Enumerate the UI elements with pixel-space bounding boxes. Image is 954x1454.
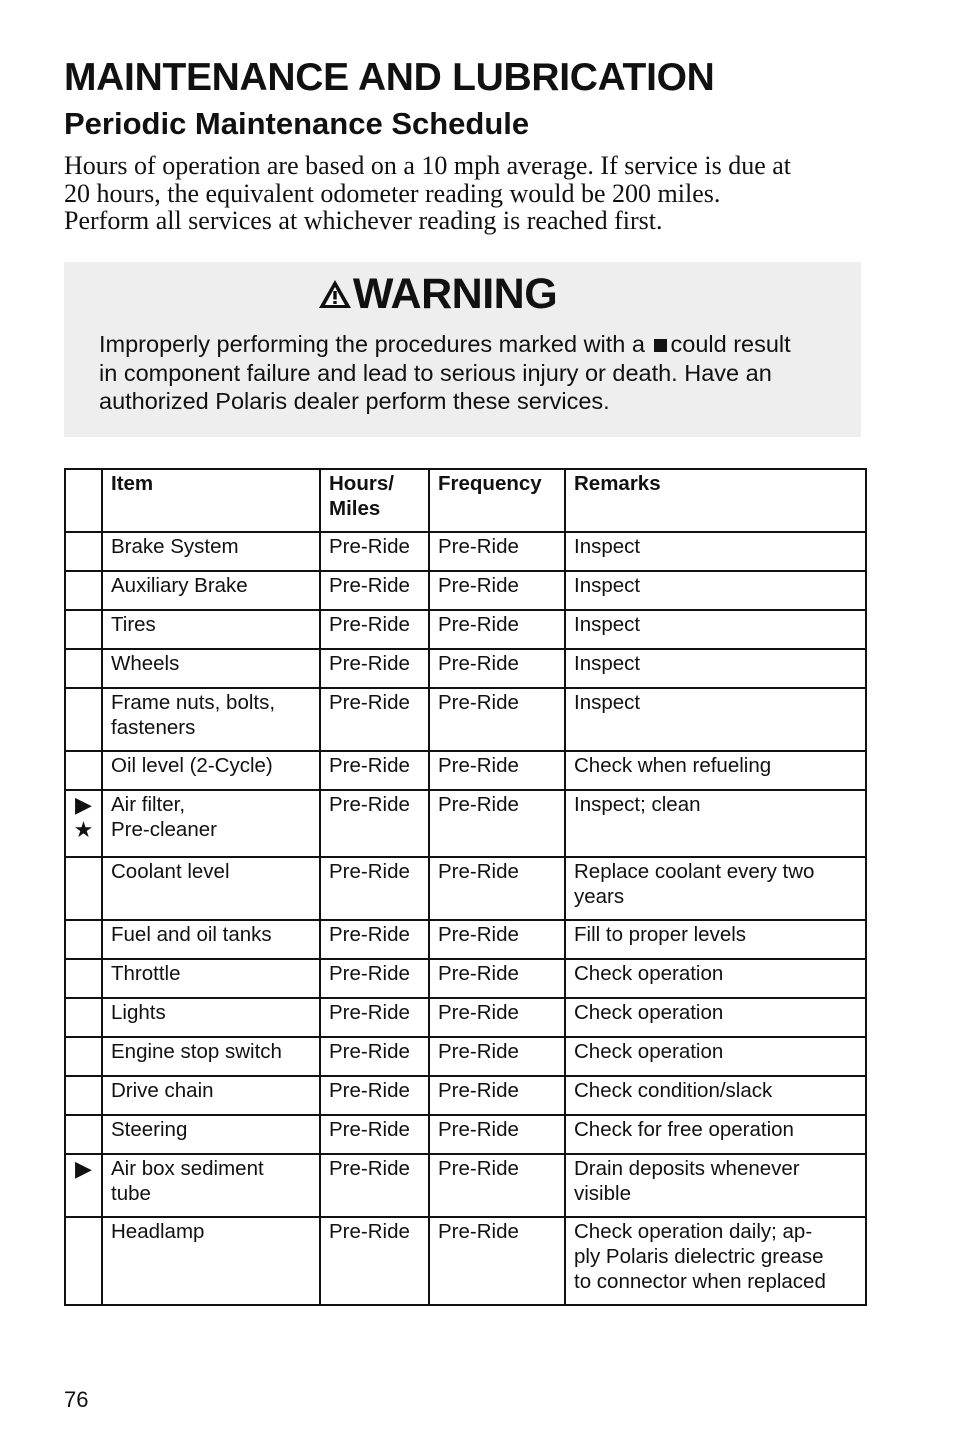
table-row	[65, 1076, 866, 1115]
row-hours: Pre-Ride	[320, 1154, 429, 1217]
row-item-line: Fuel and oil tanks	[111, 923, 272, 946]
row-item	[102, 649, 320, 688]
row-remarks-line: visible	[574, 1182, 631, 1205]
row-symbol: ▶	[65, 1154, 102, 1217]
row-remarks	[565, 571, 866, 610]
table-row	[65, 751, 866, 790]
row-remarks-line: Inspect	[574, 535, 641, 558]
row-symbol	[65, 857, 102, 920]
row-remarks-line: to connector when replaced	[574, 1270, 826, 1293]
row-item-line: Frame nuts, bolts,	[111, 691, 276, 714]
column-header-remarks: Remarks	[565, 469, 866, 532]
row-hours: Pre-Ride	[320, 1115, 429, 1154]
row-item-line: Engine stop switch	[111, 1040, 282, 1063]
row-remarks-line: Inspect	[574, 574, 641, 597]
row-item-line: Wheels	[111, 652, 180, 675]
table-row	[65, 649, 866, 688]
row-symbol	[65, 751, 102, 790]
row-item	[102, 998, 320, 1037]
row-frequency: Pre-Ride	[429, 532, 565, 571]
row-frequency: Pre-Ride	[429, 857, 565, 920]
row-symbol	[65, 1076, 102, 1115]
column-header-symbol	[65, 469, 102, 532]
row-frequency: Pre-Ride	[429, 1076, 565, 1115]
row-remarks-line: Check for free operation	[574, 1118, 794, 1141]
table-header-row	[65, 469, 866, 532]
row-remarks	[565, 610, 866, 649]
row-remarks	[565, 649, 866, 688]
row-symbol	[65, 920, 102, 959]
row-symbol: ▶ ★	[65, 790, 102, 857]
maintenance-schedule-table	[64, 468, 867, 1306]
table-row	[65, 920, 866, 959]
row-frequency: Pre-Ride	[429, 571, 565, 610]
column-header-item: Item	[102, 469, 320, 532]
row-remarks-line: Inspect	[574, 652, 641, 675]
row-symbol	[65, 1217, 102, 1305]
row-hours: Pre-Ride	[320, 688, 429, 751]
row-item	[102, 532, 320, 571]
row-frequency: Pre-Ride	[429, 1115, 565, 1154]
column-header-hours	[320, 469, 429, 532]
row-frequency: Pre-Ride	[429, 688, 565, 751]
row-item-line: Lights	[111, 1001, 166, 1024]
row-item	[102, 751, 320, 790]
row-item-line: Air box sediment	[111, 1157, 264, 1180]
row-remarks	[565, 1217, 866, 1305]
row-remarks-line: Replace coolant every two	[574, 860, 815, 883]
table-row	[65, 959, 866, 998]
row-item-line: tube	[111, 1182, 151, 1205]
row-frequency: Pre-Ride	[429, 1037, 565, 1076]
row-remarks	[565, 920, 866, 959]
row-frequency: Pre-Ride	[429, 998, 565, 1037]
row-symbol	[65, 649, 102, 688]
row-remarks	[565, 532, 866, 571]
column-header-frequency: Frequency	[429, 469, 565, 532]
row-remarks-line: Check condition/slack	[574, 1079, 773, 1102]
row-frequency: Pre-Ride	[429, 751, 565, 790]
row-remarks-line: Check when refueling	[574, 754, 772, 777]
warning-text	[99, 330, 859, 416]
table-row	[65, 1154, 866, 1217]
page-title: MAINTENANCE AND LUBRICATION	[64, 56, 715, 99]
row-item	[102, 1076, 320, 1115]
section-subtitle: Periodic Maintenance Schedule	[64, 106, 530, 141]
intro-paragraph	[64, 152, 864, 235]
row-item-line: Pre-cleaner	[111, 818, 217, 841]
row-frequency: Pre-Ride	[429, 610, 565, 649]
row-remarks-line: Check operation daily; ap-	[574, 1220, 813, 1243]
row-symbol	[65, 688, 102, 751]
row-item-line: Headlamp	[111, 1220, 205, 1243]
row-item-line: Tires	[111, 613, 156, 636]
row-item-line: fasteners	[111, 716, 196, 739]
row-hours: Pre-Ride	[320, 1217, 429, 1305]
table-row	[65, 571, 866, 610]
row-remarks	[565, 1154, 866, 1217]
row-remarks-line: Fill to proper levels	[574, 923, 747, 946]
warning-line: in component failure and lead to serious injury or death. Have an	[99, 359, 772, 386]
row-remarks-line: Check operation	[574, 1001, 724, 1024]
row-symbol	[65, 571, 102, 610]
row-remarks-line: Inspect; clean	[574, 793, 701, 816]
row-hours: Pre-Ride	[320, 532, 429, 571]
row-hours: Pre-Ride	[320, 1037, 429, 1076]
row-frequency: Pre-Ride	[429, 1154, 565, 1217]
row-remarks	[565, 959, 866, 998]
warning-line: could result	[670, 331, 791, 357]
row-frequency: Pre-Ride	[429, 920, 565, 959]
row-item	[102, 610, 320, 649]
table-row	[65, 688, 866, 751]
row-item-line: Throttle	[111, 962, 181, 985]
row-symbol	[65, 998, 102, 1037]
row-remarks	[565, 1037, 866, 1076]
table-row	[65, 532, 866, 571]
row-frequency: Pre-Ride	[429, 649, 565, 688]
row-remarks-line: ply Polaris dielectric grease	[574, 1245, 824, 1268]
page-number: 76	[64, 1387, 89, 1412]
row-item	[102, 1217, 320, 1305]
row-remarks-line: Check operation	[574, 1040, 724, 1063]
row-item-line: Brake System	[111, 535, 239, 558]
row-symbol	[65, 1037, 102, 1076]
row-symbol	[65, 610, 102, 649]
row-remarks	[565, 790, 866, 857]
warning-label: WARNING	[352, 270, 558, 318]
table-row	[65, 1217, 866, 1305]
warning-line: authorized Polaris dealer perform these services.	[99, 388, 610, 414]
table-row	[65, 1037, 866, 1076]
row-item	[102, 688, 320, 751]
row-remarks	[565, 688, 866, 751]
row-symbol	[65, 532, 102, 571]
row-item-line: Drive chain	[111, 1079, 214, 1102]
row-symbol	[65, 959, 102, 998]
row-frequency: Pre-Ride	[429, 790, 565, 857]
row-item-line: Coolant level	[111, 860, 230, 883]
table-row	[65, 790, 866, 857]
warning-heading	[0, 270, 874, 319]
row-remarks	[565, 1115, 866, 1154]
row-hours: Pre-Ride	[320, 790, 429, 857]
row-hours: Pre-Ride	[320, 610, 429, 649]
row-remarks-line: Inspect	[574, 691, 641, 714]
row-hours: Pre-Ride	[320, 857, 429, 920]
table-row	[65, 1115, 866, 1154]
row-item	[102, 1115, 320, 1154]
column-header-hours-line: Hours/	[329, 472, 394, 495]
row-hours: Pre-Ride	[320, 751, 429, 790]
row-item	[102, 920, 320, 959]
row-hours: Pre-Ride	[320, 1076, 429, 1115]
table-row	[65, 857, 866, 920]
row-hours: Pre-Ride	[320, 998, 429, 1037]
row-hours: Pre-Ride	[320, 959, 429, 998]
row-item	[102, 1154, 320, 1217]
warning-triangle-icon	[317, 278, 353, 310]
row-item	[102, 790, 320, 857]
intro-line: Perform all services at whichever reading is reached first.	[64, 206, 663, 235]
row-remarks-line: years	[574, 885, 625, 908]
row-item	[102, 959, 320, 998]
row-item-line: Oil level (2-Cycle)	[111, 754, 273, 777]
row-hours: Pre-Ride	[320, 571, 429, 610]
row-frequency: Pre-Ride	[429, 959, 565, 998]
row-remarks-line: Drain deposits whenever	[574, 1157, 800, 1180]
row-item	[102, 857, 320, 920]
row-remarks	[565, 1076, 866, 1115]
row-symbol	[65, 1115, 102, 1154]
row-remarks	[565, 998, 866, 1037]
row-remarks	[565, 857, 866, 920]
column-header-hours-line: Miles	[329, 497, 381, 520]
intro-line: 20 hours, the equivalent odometer reading would be 200 miles.	[64, 178, 721, 208]
table-row	[65, 610, 866, 649]
row-hours: Pre-Ride	[320, 920, 429, 959]
intro-line: Hours of operation are based on a 10 mph average. If service is due at	[64, 151, 791, 180]
warning-line: Improperly performing the procedures marked with a	[99, 331, 645, 357]
row-hours: Pre-Ride	[320, 649, 429, 688]
row-remarks-line: Inspect	[574, 613, 641, 636]
row-frequency: Pre-Ride	[429, 1217, 565, 1305]
row-remarks	[565, 751, 866, 790]
row-item-line: Auxiliary Brake	[111, 574, 248, 597]
square-marker-icon	[654, 339, 667, 352]
row-item-line: Steering	[111, 1118, 188, 1141]
row-item	[102, 1037, 320, 1076]
table-body	[65, 532, 866, 1305]
row-item-line: Air filter,	[111, 793, 186, 816]
row-remarks-line: Check operation	[574, 962, 724, 985]
row-item	[102, 571, 320, 610]
table-row	[65, 998, 866, 1037]
